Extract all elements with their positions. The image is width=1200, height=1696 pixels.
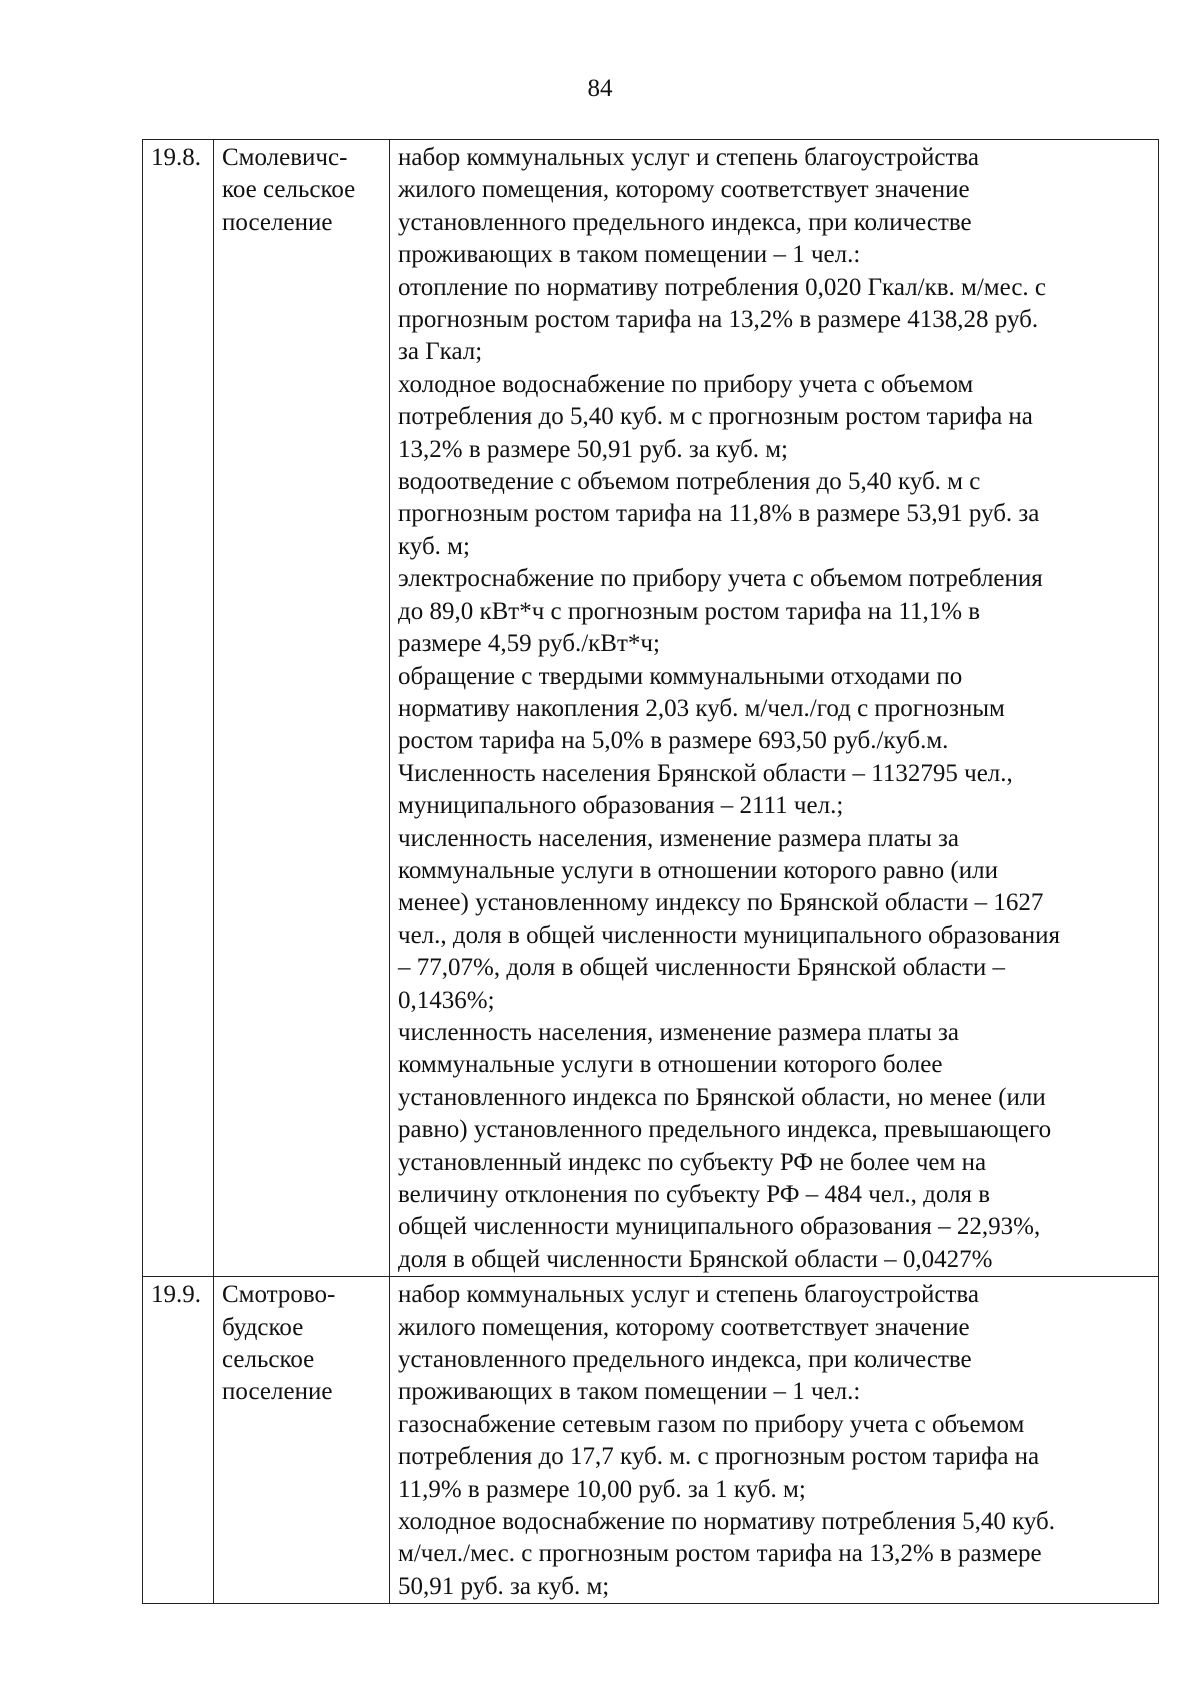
description-line: газоснабжение сетевым газом по прибору учета с объемом	[398, 1410, 1025, 1438]
description-line: коммунальные услуги в отношении которого равно (или	[398, 856, 998, 884]
row-number-cell	[143, 1277, 214, 1604]
description-line: набор коммунальных услуг и степень благоустройства	[398, 144, 979, 171]
description-line: проживающих в таком помещении – 1 чел.:	[398, 1378, 861, 1406]
description-line: обращение с твердыми коммунальными отходами по	[398, 662, 963, 690]
settlement-name-line: будское	[222, 1313, 304, 1341]
description-line: прогнозным ростом тарифа на 13,2% в размере 4138,28 руб.	[398, 306, 1039, 334]
table-row	[143, 140, 1159, 1277]
tariff-table	[142, 139, 1159, 1604]
page-number: 84	[587, 75, 613, 102]
settlement-name-line: поселение	[222, 208, 333, 236]
description-line: общей численности муниципального образования – 22,93%,	[398, 1213, 1041, 1241]
row-number: 19.8.	[151, 144, 201, 171]
description-line: – 77,07%, доля в общей численности Брянской области –	[398, 954, 1005, 982]
row-number-cell	[143, 140, 214, 1277]
description-line: прогнозным ростом тарифа на 11,8% в размере 53,91 руб. за	[398, 500, 1040, 528]
description-line: до 89,0 кВт*ч с прогнозным ростом тарифа на 11,1% в	[398, 597, 981, 625]
description-line: равно) установленного предельного индекса, превышающего	[398, 1116, 1052, 1144]
description-line: холодное водоснабжение по нормативу потребления 5,40 куб.	[398, 1508, 1056, 1536]
description-line: проживающих в таком помещении – 1 чел.:	[398, 241, 861, 269]
description-line: 13,2% в размере 50,91 руб. за куб. м;	[398, 435, 788, 463]
description-line: 50,91 руб. за куб. м;	[398, 1572, 610, 1600]
row-number: 19.9.	[151, 1281, 201, 1309]
description-line: нормативу накопления 2,03 куб. м/чел./год с прогнозным	[398, 694, 1005, 722]
description-line: потребления до 17,7 куб. м. с прогнозным ростом тарифа на	[398, 1443, 1040, 1471]
table-body	[143, 140, 1159, 1604]
description-line: холодное водоснабжение по прибору учета с объемом	[398, 370, 974, 398]
settlement-name-cell	[214, 140, 390, 1277]
description-line: коммунальные услуги в отношении которого более	[398, 1051, 943, 1079]
settlement-name-line: сельское	[222, 1346, 315, 1374]
description-line: чел., доля в общей численности муниципального образования	[398, 921, 1060, 949]
settlement-name-cell	[214, 1277, 390, 1604]
description-line: водоотведение с объемом потребления до 5,40 куб. м с	[398, 468, 981, 496]
description-line: установленного предельного индекса, при количестве	[398, 1346, 972, 1374]
description-line: менее) установленному индексу по Брянской области – 1627	[398, 889, 1044, 917]
settlement-name-line: кое сельское	[222, 176, 356, 204]
description-line: набор коммунальных услуг и степень благоустройства	[398, 1281, 979, 1309]
description-line: 0,1436%;	[398, 986, 495, 1014]
settlement-name-line: Смотрово-	[222, 1281, 336, 1309]
description-line: размере 4,59 руб./кВт*ч;	[398, 630, 660, 658]
table-row	[143, 1277, 1159, 1604]
description-line: 11,9% в размере 10,00 руб. за 1 куб. м;	[398, 1475, 806, 1503]
description-cell	[390, 140, 1159, 1277]
description-line: установленный индекс по субъекту РФ не более чем на	[398, 1148, 987, 1176]
description-line: м/чел./мес. с прогнозным ростом тарифа на 13,2% в размере	[398, 1540, 1042, 1568]
description-line: Численность населения Брянской области – 1132795 чел.,	[398, 759, 1013, 787]
description-line: численность населения, изменение размера платы за	[398, 824, 959, 852]
description-line: ростом тарифа на 5,0% в размере 693,50 руб./куб.м.	[398, 727, 949, 755]
description-line: жилого помещения, которому соответствует значение	[398, 176, 970, 204]
description-cell	[390, 1277, 1159, 1604]
description-line: установленного индекса по Брянской области, но менее (или	[398, 1083, 1046, 1111]
settlement-name-line: поселение	[222, 1378, 333, 1406]
description-line: установленного предельного индекса, при количестве	[398, 208, 972, 236]
description-line: отопление по нормативу потребления 0,020 Гкал/кв. м/мес. с	[398, 273, 1047, 301]
settlement-name-line: Смолевичс-	[222, 144, 348, 171]
description-line: за Гкал;	[398, 338, 483, 366]
description-line: доля в общей численности Брянской области – 0,0427%	[398, 1245, 993, 1273]
description-line: величину отклонения по субъекту РФ – 484 чел., доля в	[398, 1181, 991, 1208]
description-line: электроснабжение по прибору учета с объемом потребления	[398, 565, 1043, 593]
description-line: куб. м;	[398, 532, 470, 560]
description-line: муниципального образования – 2111 чел.;	[398, 792, 844, 820]
description-line: потребления до 5,40 куб. м с прогнозным ростом тарифа на	[398, 403, 1033, 431]
description-line: жилого помещения, которому соответствует значение	[398, 1313, 970, 1341]
description-line: численность населения, изменение размера платы за	[398, 1018, 959, 1046]
